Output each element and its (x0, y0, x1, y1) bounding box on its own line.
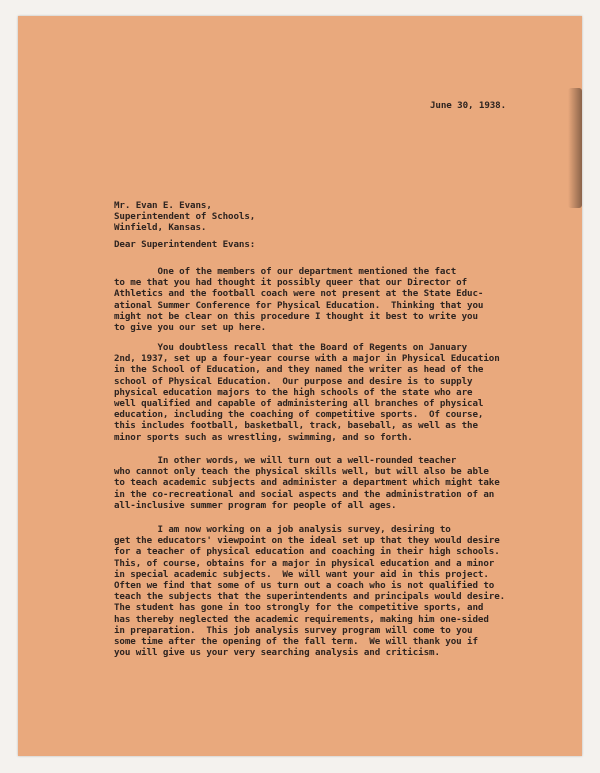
recipient-name: Mr. Evan E. Evans, (114, 200, 212, 211)
letter-page (18, 16, 582, 756)
page-edge-smudge (568, 88, 582, 208)
recipient-title: Superintendent of Schools, (114, 211, 256, 223)
recipient-location: Winfield, Kansas. (114, 222, 207, 234)
salutation: Dear Superintendent Evans: (114, 239, 256, 250)
body-paragraph-1: One of the members of our department mentioned the fact to me that you had thought it possibly queer that our Director of Athletics and the football coach were not present at the State Educ- ational Summer Conference for Physical Education. Thinking that you might not be clear on this procedure I thought it best to write you to give you our set up here. (114, 266, 484, 334)
body-paragraph-4: I am now working on a job analysis survey, desiring to get the educators' viewpoint on the ideal set up that they would desire for a teacher of physical education and coaching in their high schools. This, of course, obtains for a major in physical education and a minor in special academic subjects. We will want your aid in this project. Often we find that some of us turn out a coach who is not qualified to teach the subjects that the superintendents and principals would desire. The student has gone in too strongly for the competitive sports, and has thereby neglected the academic requirements, making him one-sided in preparation. This job analysis survey program will come to you some time after the opening of the fall term. We will thank you if you will give us your very searching analysis and criticism. (114, 524, 506, 659)
recipient-address (114, 200, 255, 234)
body-paragraph-2: You doubtless recall that the Board of Regents on January 2nd, 1937, set up a four-year course with a major in Physical Education in the School of Education, and they named the writer as head of the school of Physical Education. Our purpose and desire is to supply physical education majors to the high schools of the state who are well qualified and capable of administering all branches of physical education, including the coaching of competitive sports. Of course, this includes football, basketball, track, baseball, as well as the minor sports such as wrestling, swimming, and so forth. (114, 342, 500, 443)
body-paragraph-3: In other words, we will turn out a well-rounded teacher who cannot only teach the physical skills well, but will also be able to teach academic subjects and administer a department which might take in the co-recreational and social aspects and the administration of an all-inclusive summer program for people of all ages. (114, 455, 500, 511)
letter-date: June 30, 1938. (430, 100, 507, 111)
